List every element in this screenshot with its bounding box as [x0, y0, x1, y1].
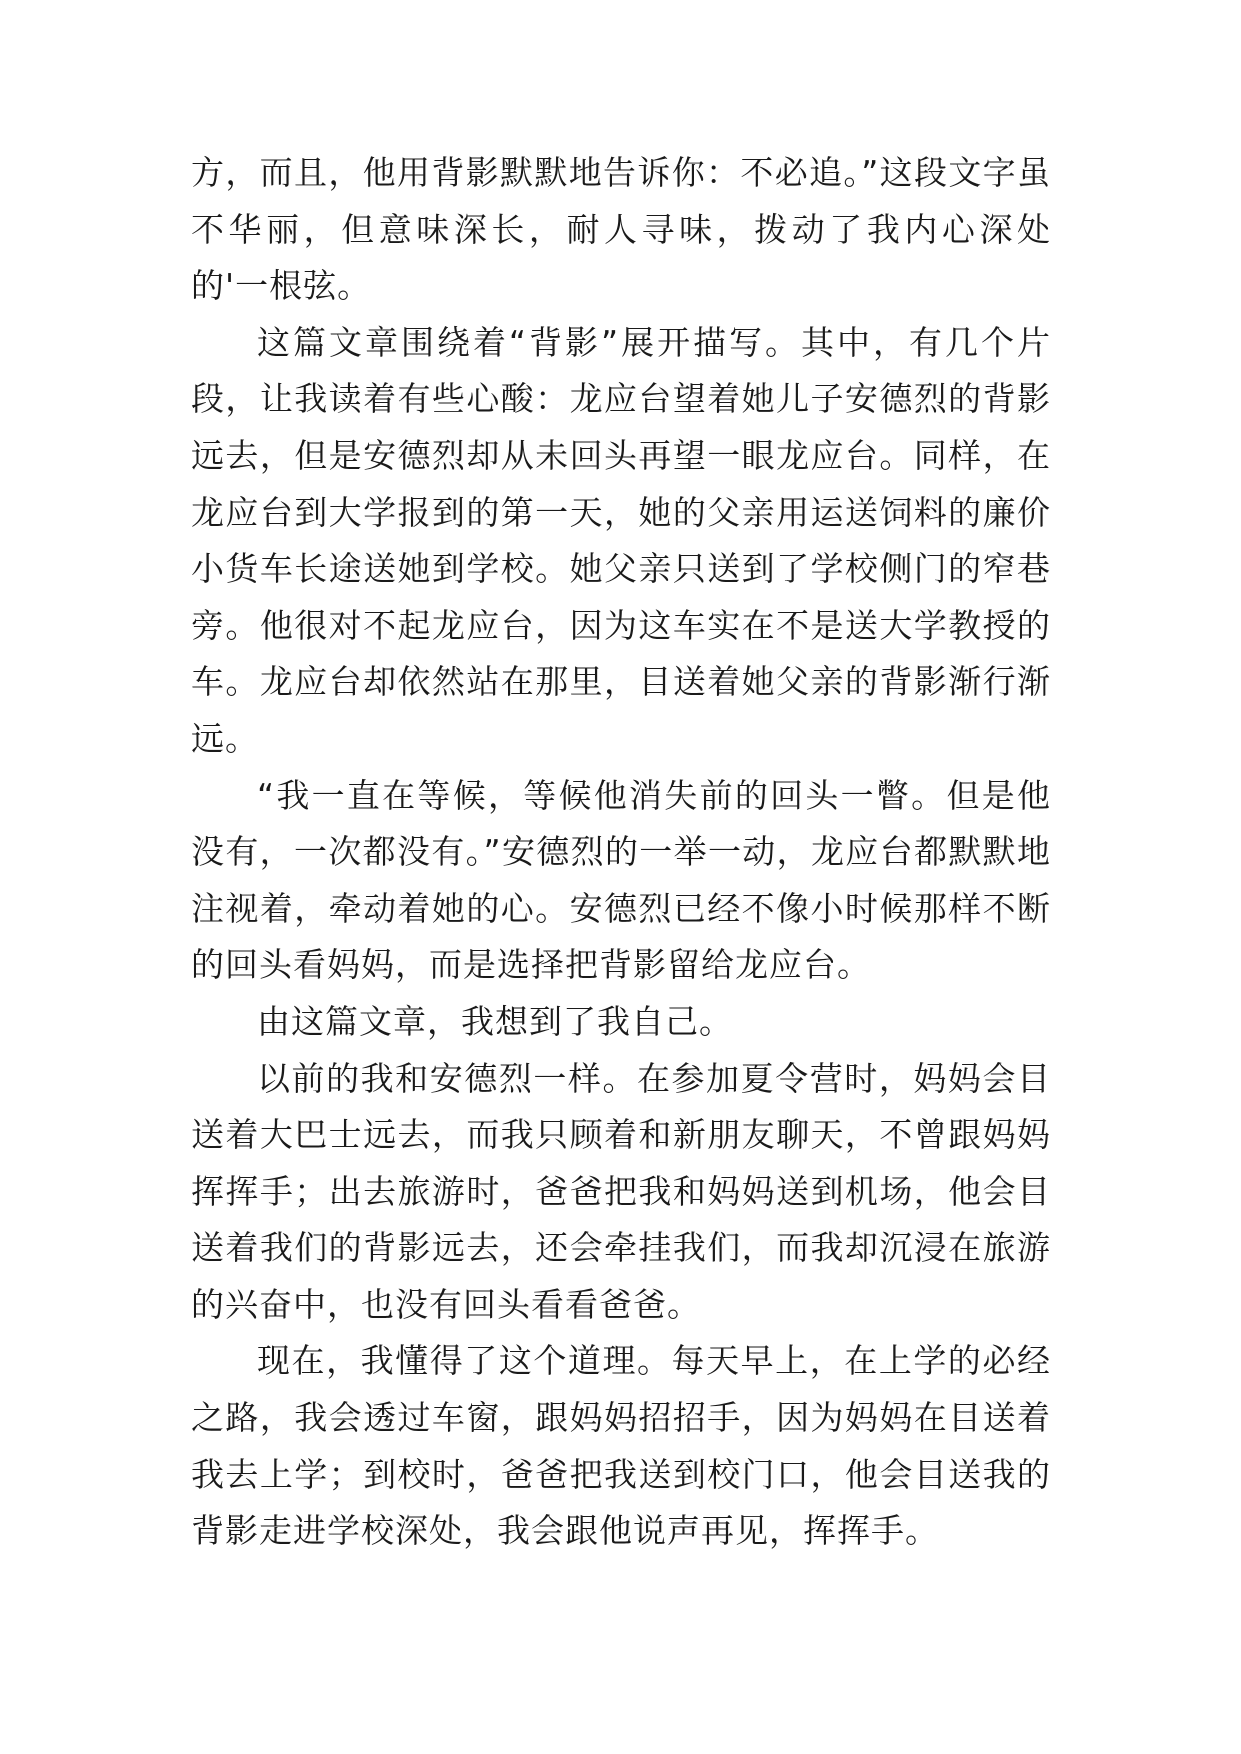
paragraph-quote: “我一直在等候，等候他消失前的回头一瞥。但是他没有，一次都没有。”安德烈的一举一动，龙应台都默默地注视着，牵动着她的心。安德烈已经不像小时候那样不断的回头看妈妈，而是选择把背影留给龙应台。: [191, 775, 1051, 985]
paragraph-continuation: 方，而且，他用背影默默地告诉你：不必追。”这段文字虽不华丽，但意味深长，耐人寻味，拨动了我内心深处的'一根弦。: [191, 153, 1051, 306]
paragraph-present-self: 现在，我懂得了这个道理。每天早上，在上学的必经之路，我会透过车窗，跟妈妈招招手，因为妈妈在目送着我去上学；到校时，爸爸把我送到校门口，他会目送我的背影走进学校深处，我会跟他说声再见，挥挥手。: [191, 1341, 1051, 1551]
paragraph-past-self: 以前的我和安德烈一样。在参加夏令营时，妈妈会目送着大巴士远去，而我只顾着和新朋友聊天，不曾跟妈妈挥挥手；出去旅游时，爸爸把我和妈妈送到机场，他会目送着我们的背影远去，还会牵挂我们，而我却沉浸在旅游的兴奋中，也没有回头看看爸爸。: [191, 1058, 1051, 1324]
article-body: [191, 145, 1051, 1560]
paragraph-reflection-intro: 由这篇文章，我想到了我自己。: [257, 1001, 733, 1041]
paragraph-background-description: 这篇文章围绕着“背影”展开描写。其中，有几个片段，让我读着有些心酸：龙应台望着她儿子安德烈的背影远去，但是安德烈却从未回头再望一眼龙应台。同样，在龙应台到大学报到的第一天，她的父亲用运送饲料的廉价小货车长途送她到学校。她父亲只送到了学校侧门的窄巷旁。他很对不起龙应台，因为这车实在不是送大学教授的车。龙应台却依然站在那里，目送着她父亲的背影渐行渐远。: [191, 322, 1051, 758]
